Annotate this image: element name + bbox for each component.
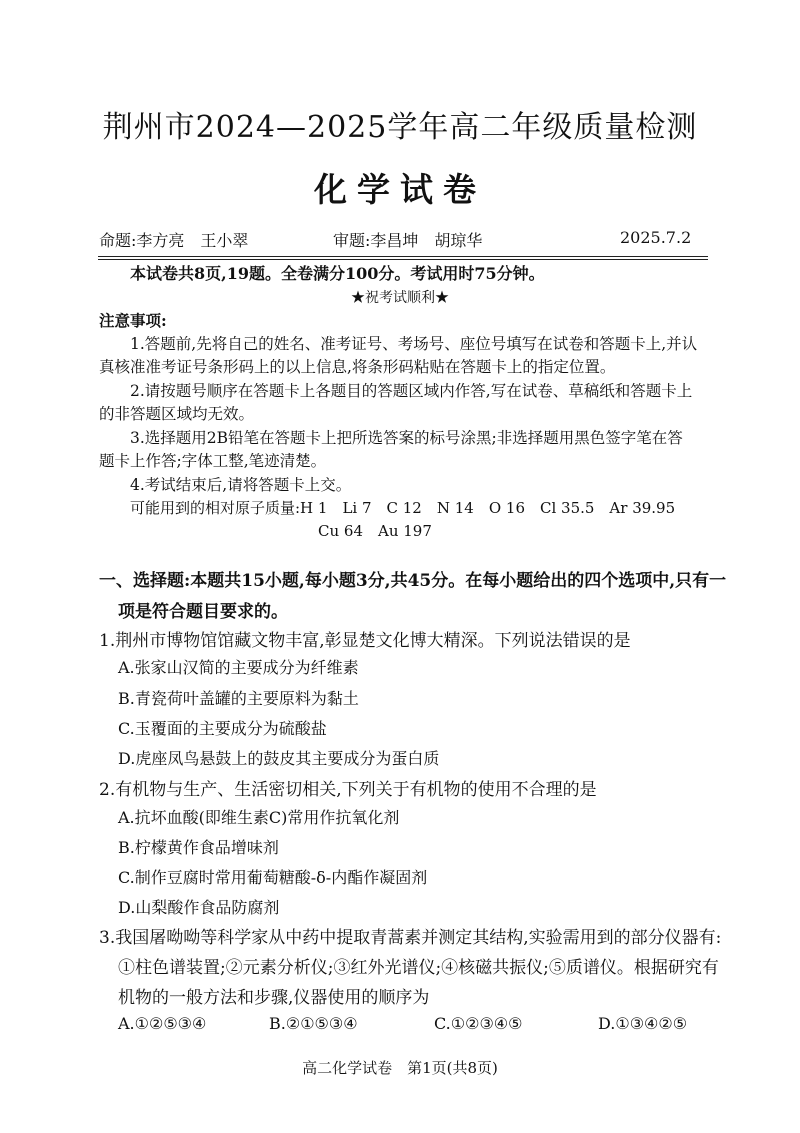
note-1-line-2: 真核准准考证号条形码上的以上信息,将条形码粘贴在答题卡上的指定位置。 bbox=[99, 358, 616, 376]
page-footer: 高二化学试卷 第1页(共8页) bbox=[302, 1059, 498, 1077]
note-4: 4.考试结束后,请将答题卡上交。 bbox=[130, 476, 352, 494]
header-rule-bottom bbox=[98, 259, 708, 260]
atomic-masses-line-1: 可能用到的相对原子质量:H 1 Li 7 C 12 N 14 O 16 Cl 35.5 Ar 39.95 bbox=[130, 499, 676, 517]
q3-stem-line-2: ①柱色谱装置;②元素分析仪;③红外光谱仪;④核磁共振仪;⑤质谱仪。根据研究有 bbox=[118, 958, 719, 978]
q3-stem-line-1: 3.我国屠呦呦等科学家从中药中提取青蒿素并测定其结构,实验需用到的部分仪器有: bbox=[99, 928, 722, 948]
q2-stem: 2.有机物与生产、生活密切相关,下列关于有机物的使用不合理的是 bbox=[99, 780, 597, 800]
subject-title: 化学试卷 bbox=[314, 170, 486, 209]
q1-option-d: D.虎座凤鸟悬鼓上的鼓皮其主要成分为蛋白质 bbox=[118, 749, 440, 768]
q1-option-a: A.张家山汉简的主要成分为纤维素 bbox=[118, 658, 359, 677]
q3-option-a: A.①②⑤③④ bbox=[118, 1014, 207, 1033]
notes-heading: 注意事项: bbox=[99, 311, 167, 330]
q3-option-d: D.①③④②⑤ bbox=[598, 1014, 688, 1033]
atomic-masses-line-2: Cu 64 Au 197 bbox=[318, 522, 432, 540]
note-2-line-2: 的非答题区域均无效。 bbox=[99, 405, 255, 423]
section-1-heading-cont: 项是符合题目要求的。 bbox=[118, 602, 288, 622]
note-3-line-2: 题卡上作答;字体工整,笔迹清楚。 bbox=[99, 452, 327, 470]
q3-option-b: B.②①⑤③④ bbox=[269, 1014, 358, 1033]
q2-option-d: D.山梨酸作食品防腐剂 bbox=[118, 898, 280, 917]
q2-option-c: C.制作豆腐时常用葡萄糖酸-δ-内酯作凝固剂 bbox=[118, 868, 428, 887]
section-1-heading: 一、选择题:本题共15小题,每小题3分,共45分。在每小题给出的四个选项中,只有一 bbox=[99, 571, 727, 591]
q1-stem: 1.荆州市博物馆馆藏文物丰富,彰显楚文化博大精深。下列说法错误的是 bbox=[99, 631, 631, 651]
exam-title: 荆州市2024—2025学年高二年级质量检测 bbox=[102, 110, 698, 145]
q2-option-a: A.抗坏血酸(即维生素C)常用作抗氧化剂 bbox=[118, 808, 400, 827]
header-rule-top bbox=[98, 256, 708, 257]
q2-option-b: B.柠檬黄作食品增味剂 bbox=[118, 838, 279, 857]
author-credit: 命题:李方亮 王小翠 bbox=[99, 231, 249, 250]
q1-option-b: B.青瓷荷叶盖罐的主要原料为黏土 bbox=[118, 689, 359, 708]
note-1-line-1: 1.答题前,先将自己的姓名、准考证号、考场号、座位号填写在试卷和答题卡上,并认 bbox=[130, 335, 698, 353]
reviewer-credit: 审题:李昌坤 胡琼华 bbox=[333, 231, 483, 250]
q3-option-c: C.①②③④⑤ bbox=[434, 1014, 523, 1033]
note-2-line-1: 2.请按题号顺序在答题卡上各题目的答题区域内作答,写在试卷、草稿纸和答题卡上 bbox=[130, 382, 693, 400]
q3-stem-line-3: 机物的一般方法和步骤,仪器使用的顺序为 bbox=[118, 988, 430, 1008]
wish-line: ★祝考试顺利★ bbox=[351, 290, 449, 306]
exam-date: 2025.7.2 bbox=[620, 228, 692, 247]
exam-intro: 本试卷共8页,19题。全卷满分100分。考试用时75分钟。 bbox=[130, 264, 545, 283]
q1-option-c: C.玉覆面的主要成分为硫酸盐 bbox=[118, 719, 327, 738]
note-3-line-1: 3.选择题用2B铅笔在答题卡上把所选答案的标号涂黑;非选择题用黑色签字笔在答 bbox=[130, 429, 683, 447]
